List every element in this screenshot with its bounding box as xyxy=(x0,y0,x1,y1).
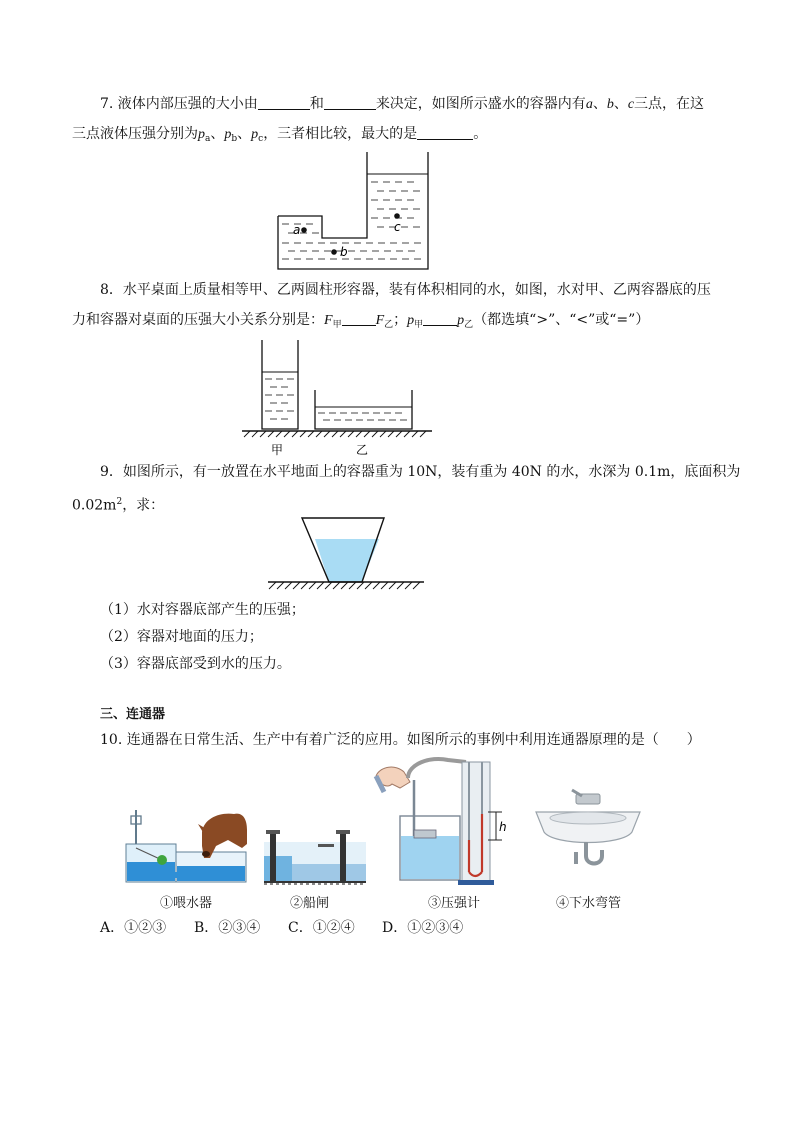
q7-blank-2[interactable] xyxy=(324,95,376,110)
point-b xyxy=(331,249,337,255)
q7-point-a: a xyxy=(585,97,593,112)
ground-hatch xyxy=(413,582,420,589)
ground-hatch xyxy=(324,431,330,437)
q8-blank-2[interactable] xyxy=(423,311,457,326)
ground-hatch xyxy=(292,431,298,437)
ground-hatch xyxy=(277,582,284,589)
ground-hatch xyxy=(316,431,322,437)
ground-hatch xyxy=(333,582,340,589)
q8-text: 力和容器对桌面的压强大小关系分别是： xyxy=(72,312,324,328)
label-c: c xyxy=(394,220,401,234)
q9-sub1 xyxy=(100,600,305,620)
q10-stem-text: 10. 连通器在日常生活、生产中有着广泛的应用。如图所示的事例中利用连通器原理的是（ ） xyxy=(100,732,701,748)
q7-sep: 、 xyxy=(613,96,628,112)
figure-caption-1 xyxy=(160,892,212,911)
q7-sep: 、 xyxy=(210,126,225,142)
ground-hatch xyxy=(300,431,306,437)
ground-hatch xyxy=(348,431,354,437)
q7-sub: b xyxy=(231,134,238,144)
ground-hatch xyxy=(405,582,412,589)
q9-line2 xyxy=(72,492,164,516)
ground-hatch xyxy=(356,431,362,437)
q8-blank-1[interactable] xyxy=(342,311,376,326)
q7-text: 来决定，如图所示盛水的容器内有 xyxy=(375,96,586,112)
q8-p: p xyxy=(407,313,415,328)
q7-container-figure xyxy=(270,150,440,275)
pressure-gauge-icon xyxy=(370,756,520,888)
ground-hatch xyxy=(396,431,402,437)
q7-sub: c xyxy=(258,134,264,144)
ground-hatch xyxy=(301,582,308,589)
q8-text: 8．水平桌面上质量相等甲、乙两圆柱形容器，装有体积相同的水，如图，水对甲、乙两容器底的压 xyxy=(100,282,711,298)
ground-hatch xyxy=(325,582,332,589)
ground-hatch xyxy=(340,431,346,437)
q7-text: 三点，在这 xyxy=(634,96,705,112)
ground-hatch xyxy=(365,582,372,589)
q8-sep: ； xyxy=(393,312,408,328)
section-title-text: 三、连通器 xyxy=(100,706,166,721)
q7-text: 7. 液体内部压强的大小由 xyxy=(100,96,258,112)
ground-hatch xyxy=(309,582,316,589)
q7-text: ，三者相比较，最大的是 xyxy=(263,126,418,142)
label-a: a xyxy=(293,223,301,237)
q8-containers-figure xyxy=(238,338,434,460)
q7-p: p xyxy=(224,127,232,142)
q9-sub2 xyxy=(100,627,263,647)
ground-hatch xyxy=(372,431,378,437)
q10-options xyxy=(100,918,492,938)
q8-sub: 乙 xyxy=(464,320,474,330)
option-d[interactable]: D．①②③④ xyxy=(382,920,464,936)
q8-text: （都选填“>”、“<”或“=”） xyxy=(473,312,650,328)
ground-hatch xyxy=(269,582,276,589)
q8-F: F xyxy=(324,313,333,328)
figure-caption-4 xyxy=(556,892,621,911)
ground-hatch xyxy=(252,431,258,437)
option-c[interactable]: C．①②④ xyxy=(288,920,355,936)
q7-point-c: c xyxy=(627,97,635,112)
q9-cup-figure xyxy=(264,512,430,594)
cattle-waterer-icon xyxy=(124,804,248,886)
ground-hatch xyxy=(381,582,388,589)
point-a xyxy=(301,227,307,233)
ground-hatch xyxy=(357,582,364,589)
q8-sub: 乙 xyxy=(384,320,394,330)
q7-point-b: b xyxy=(606,97,614,112)
ground-hatch xyxy=(412,431,418,437)
ground-hatch xyxy=(397,582,404,589)
ground-hatch xyxy=(380,431,386,437)
q8-sub: 甲 xyxy=(332,320,342,330)
section-title xyxy=(100,704,165,724)
ship-lock-icon xyxy=(262,826,368,888)
ground-hatch xyxy=(389,582,396,589)
sink-trap-icon xyxy=(532,782,644,882)
q9-sup: 2 xyxy=(116,497,123,507)
q7-sep: 、 xyxy=(237,126,252,142)
q7-line1 xyxy=(100,94,704,115)
q8-line1 xyxy=(100,280,711,300)
figure-caption-3 xyxy=(428,892,480,911)
ground-hatch xyxy=(284,431,290,437)
q7-sub: a xyxy=(205,134,211,144)
ground-hatch xyxy=(349,582,356,589)
ground-hatch xyxy=(317,582,324,589)
ground-hatch xyxy=(268,431,274,437)
ground-hatch xyxy=(364,431,370,437)
q8-line2 xyxy=(72,310,649,335)
q7-line2 xyxy=(72,124,487,149)
label-jia: 甲 xyxy=(271,443,284,457)
q9-text: 0.02m xyxy=(72,497,117,514)
ground-hatch xyxy=(341,582,348,589)
label-b: b xyxy=(340,245,348,259)
ground-hatch xyxy=(308,431,314,437)
caption-text: ④下水弯管 xyxy=(556,896,622,911)
ground-hatch xyxy=(420,431,426,437)
q9-sub-text: （1）水对容器底部产生的压强； xyxy=(100,602,305,618)
q9-text: ，求： xyxy=(122,497,165,514)
ground-hatch xyxy=(388,431,394,437)
ground-hatch xyxy=(293,582,300,589)
q9-sub-text: （3）容器底部受到水的压力。 xyxy=(100,656,291,672)
option-b[interactable]: B．②③④ xyxy=(194,920,261,936)
q7-text: 三点液体压强分别为 xyxy=(72,126,198,142)
q9-text: 9．如图所示，有一放置在水平地面上的容器重为 10N，装有重为 40N 的水，水深为 0.1m，底面积为 xyxy=(100,464,741,480)
h-label: h xyxy=(499,820,507,834)
ground-hatch xyxy=(244,431,250,437)
q7-p: p xyxy=(251,127,259,142)
label-yi: 乙 xyxy=(356,443,369,457)
ground-hatch xyxy=(260,431,266,437)
q7-p: p xyxy=(198,127,205,142)
q9-line1 xyxy=(100,462,740,482)
q7-blank-3[interactable] xyxy=(417,125,473,140)
q7-text: 和 xyxy=(309,96,324,112)
q7-blank-1[interactable] xyxy=(258,95,310,110)
ground-hatch xyxy=(404,431,410,437)
q8-p: p xyxy=(457,313,465,328)
q9-sub3 xyxy=(100,654,291,674)
ground-hatch xyxy=(373,582,380,589)
q7-sep: 、 xyxy=(592,96,607,112)
ground-hatch xyxy=(276,431,282,437)
q9-sub-text: （2）容器对地面的压力； xyxy=(100,629,263,645)
caption-text: ①喂水器 xyxy=(160,896,213,911)
caption-text: ③压强计 xyxy=(428,896,481,911)
ground-hatch xyxy=(332,431,338,437)
ground-hatch xyxy=(285,582,292,589)
option-a[interactable]: A．①②③ xyxy=(100,920,167,936)
q8-F: F xyxy=(375,313,385,328)
q8-sub: 甲 xyxy=(414,320,424,330)
figure-caption-2 xyxy=(290,892,329,911)
caption-text: ②船闸 xyxy=(290,896,330,911)
q10-stem xyxy=(100,730,701,750)
q7-text: 。 xyxy=(473,126,488,142)
point-c xyxy=(394,213,400,219)
